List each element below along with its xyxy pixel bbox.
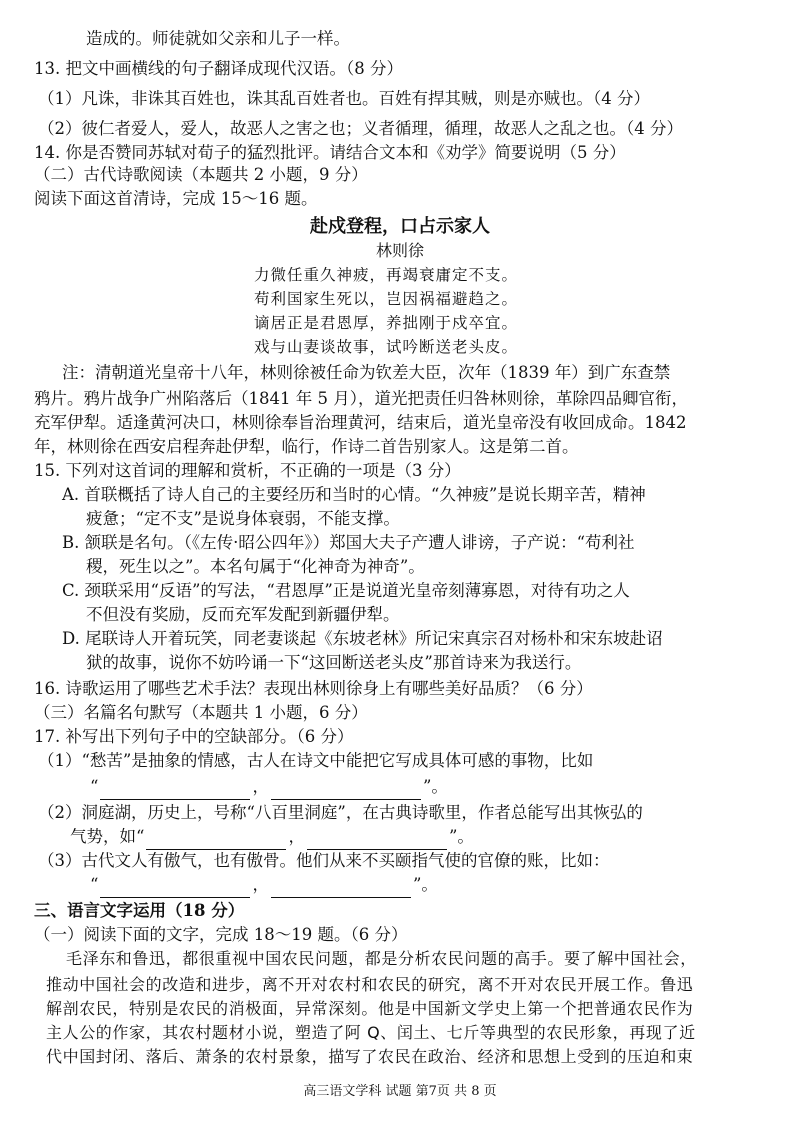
section-recitation-heading: （三）名篇名句默写（本题共 1 小题，6 分） — [34, 703, 368, 722]
question-13-stem: 13. 把文中画横线的句子翻译成现代汉语。（8 分） — [34, 59, 403, 78]
question-17-part-1: （1）“愁苦”是抽象的情感，古人在诗文中能把它写成具体可感的事物，比如 — [38, 751, 594, 770]
comma: ， — [252, 777, 269, 796]
option-d-cont: 狱的故事，说你不妨吟诵一下“这回断送老头皮”那首诗来为我送行。 — [86, 653, 582, 672]
poem-author: 林则徐 — [375, 241, 424, 260]
poem-line: 谪居正是君恩厚，养拙刚于戍卒宜。 — [254, 314, 519, 332]
poem-line: 戏与山妻谈故事，试吟断送老头皮。 — [254, 338, 519, 356]
question-14-stem: 14. 你是否赞同苏轼对荀子的猛烈批评。请结合文本和《劝学》简要说明（5 分） — [34, 143, 626, 162]
text-line: 造成的。师徒就如父亲和儿子一样。 — [86, 29, 350, 48]
poem-line: 力微任重久神疲，再竭衰庸定不支。 — [254, 266, 519, 284]
poem-line: 苟利国家生死以，岂因祸福避趋之。 — [254, 290, 519, 308]
question-17-part-1-blanks — [0, 774, 800, 800]
part-three-subheading: （一）阅读下面的文字，完成 18～19 题。（6 分） — [34, 925, 408, 944]
passage-line: 代中国封闭、落后、萧条的农村景象，描写了农民在政治、经济和思想上受到的压迫和束 — [46, 1047, 694, 1066]
poem-note-line: 注：清朝道光皇帝十八年，林则徐被任命为钦差大臣，次年（1839 年）到广东查禁 — [62, 363, 671, 382]
option-c-cont: 不但没有奖励，反而充军发配到新疆伊犁。 — [86, 605, 400, 624]
passage-line: 主人公的作家，其农村题材小说，塑造了阿 Q、闰土、七斤等典型的农民形象，再现了近 — [46, 1023, 696, 1042]
comma: ， — [288, 827, 305, 846]
option-c: C. 颈联采用“反语”的写法，“君恩厚”正是说道光皇帝刻薄寡恩，对待有功之人 — [62, 581, 630, 600]
option-a-cont: 疲惫；“定不支”是说身体衰弱，不能支撑。 — [86, 509, 400, 528]
option-b: B. 颔联是名句。（《左传·昭公四年》）郑国大夫子产遭人诽谤，子产说：“苟利社 — [62, 533, 635, 552]
passage-line: 解剖农民，特别是农民的消极面，异常深刻。他是中国新文学史上第一个把普通农民作为 — [46, 999, 694, 1018]
quote-open: “ — [90, 777, 99, 796]
quote-close: ”。 — [412, 875, 438, 894]
option-b-cont: 稷，死生以之”。本名句属于“化神奇为神奇”。 — [86, 557, 425, 576]
prefix-text: 气势，如“ — [70, 827, 145, 846]
section-ancient-poetry-heading: （二）古代诗歌阅读（本题共 2 小题，9 分） — [34, 165, 368, 184]
quote-close: ”。 — [448, 827, 474, 846]
part-three-heading: 三、语言文字运用（18 分） — [34, 901, 245, 920]
answer-blank[interactable] — [271, 781, 421, 800]
quote-close: ”。 — [422, 777, 448, 796]
question-17-part-2: （2）洞庭湖，历史上，号称“八百里洞庭”，在古典诗歌里，作者总能写出其恢弘的 — [38, 803, 643, 822]
passage-line: 推动中国社会的改造和进步，离不开对农村和农民的研究，离不开对农民开展工作。鲁迅 — [46, 975, 694, 994]
answer-blank[interactable] — [100, 781, 250, 800]
question-15-stem: 15. 下列对这首词的理解和赏析，不正确的一项是（3 分） — [34, 461, 461, 480]
option-d: D. 尾联诗人开着玩笑，同老妻谈起《东坡老林》所记宋真宗召对杨朴和宋东坡赴诏 — [62, 629, 663, 648]
quote-open: “ — [90, 875, 99, 894]
poem-note-line: 鸦片。鸦片战争广州陷落后（1841 年 5 月），道光把责任归咎林则徐，革除四品卿官衔， — [34, 389, 688, 408]
question-17-part-3-blanks — [0, 872, 800, 898]
answer-blank[interactable] — [271, 879, 411, 898]
question-17-part-2-blanks — [0, 824, 800, 850]
question-17-part-3: （3）古代文人有傲气，也有傲骨。他们从来不买颐指气使的官僚的账，比如： — [38, 851, 610, 870]
poem-title: 赴戍登程，口占示家人 — [310, 216, 490, 237]
answer-blank[interactable] — [100, 879, 250, 898]
question-17-stem: 17. 补写出下列句子中的空缺部分。（6 分） — [34, 727, 354, 746]
poem-note-line: 充军伊犁。适逢黄河决口，林则徐奉旨治理黄河，结束后，道光皇帝没有收回成命。1842 — [34, 413, 687, 432]
poetry-instruction: 阅读下面这首清诗，完成 15～16 题。 — [34, 189, 318, 208]
passage-line: 毛泽东和鲁迅，都很重视中国农民问题，都是分析农民问题的高手。要了解中国社会， — [66, 949, 697, 968]
page-footer: 高三语文学科 试题 第7页 共 8 页 — [303, 1084, 497, 1099]
comma: ， — [252, 875, 269, 894]
question-13-part-2: （2）彼仁者爱人，爱人，故恶人之害之也；义者循理，循理，故恶人之乱之也。（4 分） — [38, 119, 683, 138]
question-16-stem: 16. 诗歌运用了哪些艺术手法？表现出林则徐身上有哪些美好品质？（6 分） — [34, 679, 593, 698]
option-a: A. 首联概括了诗人自己的主要经历和当时的心情。“久神疲”是说长期辛苦，精神 — [62, 485, 646, 504]
poem-note-line: 年，林则徐在西安启程奔赴伊犁，临行，作诗二首告别家人。这是第二首。 — [34, 437, 579, 456]
question-13-part-1: （1）凡诛，非诛其百姓也，诛其乱百姓者也。百姓有捍其贼，则是亦贼也。（4 分） — [38, 89, 650, 108]
